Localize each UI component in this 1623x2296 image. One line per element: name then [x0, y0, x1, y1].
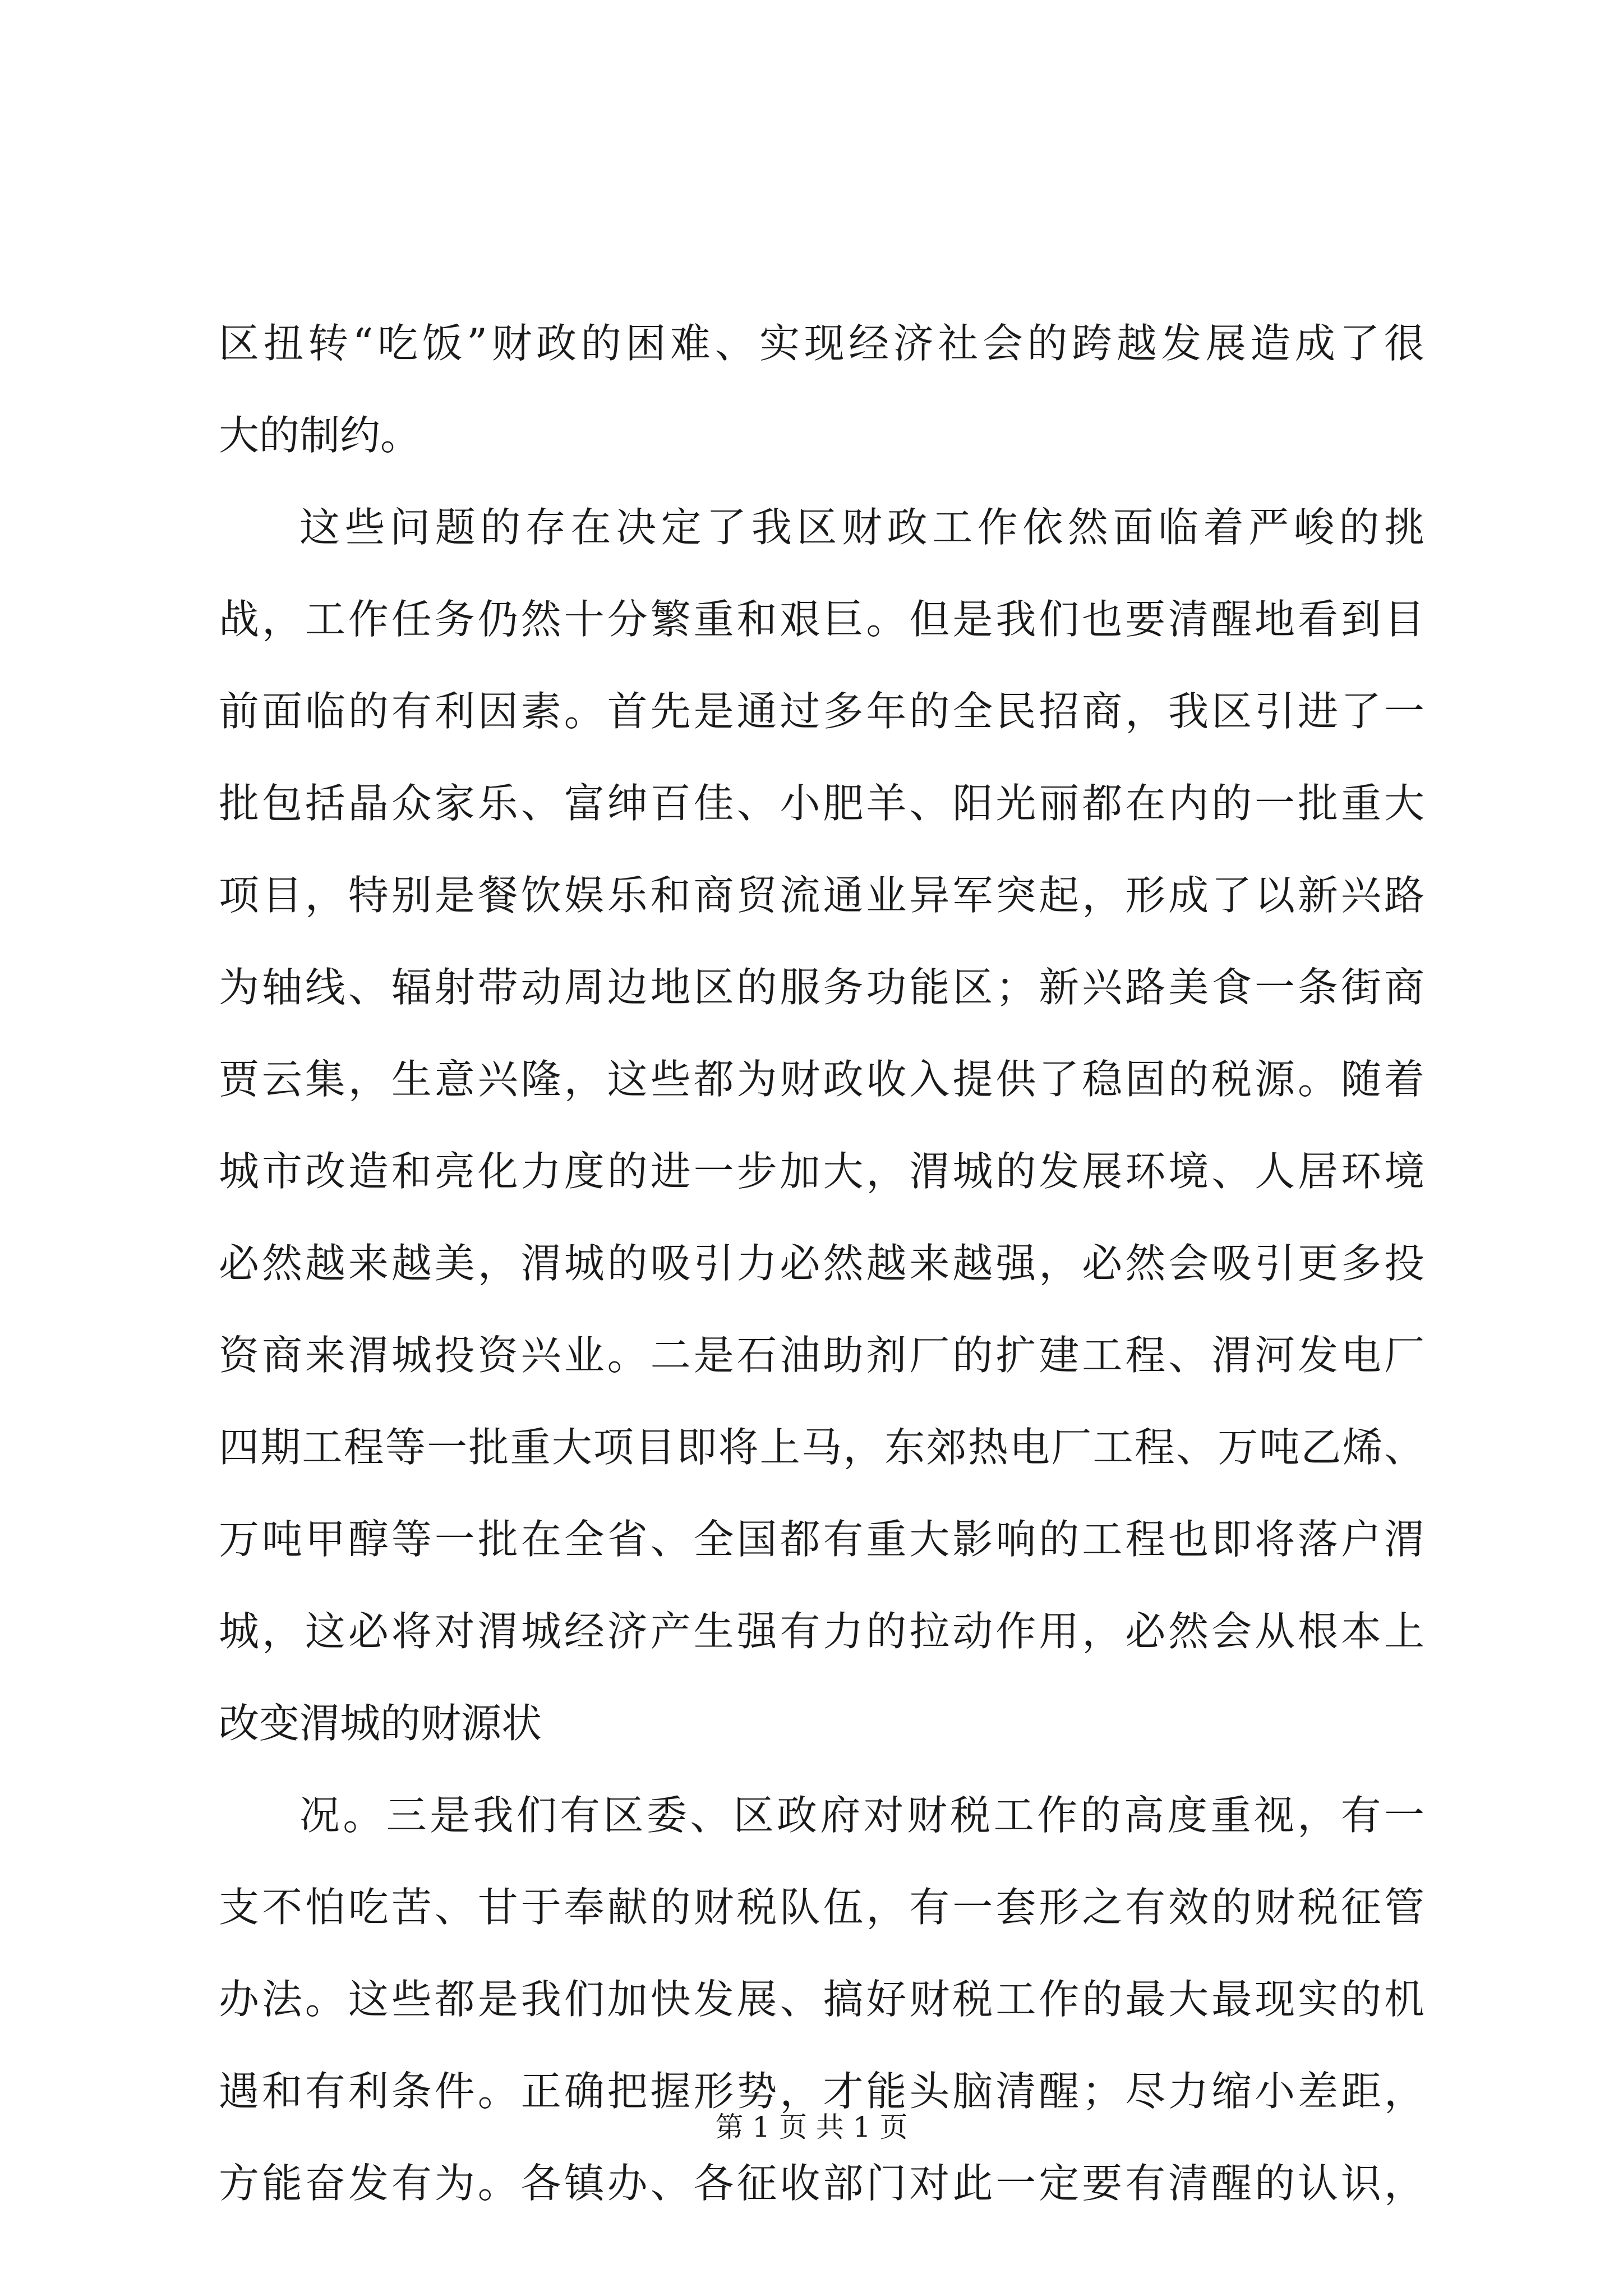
text-line: 资商来渭城投资兴业。二是石油助剂厂的扩建工程、渭河发电厂	[219, 1332, 1424, 1379]
text-line: 改变渭城的财源状	[219, 1700, 542, 1747]
text-line: 城市改造和亮化力度的进一步加大，渭城的发展环境、人居环境	[219, 1148, 1424, 1195]
text-line: 支不怕吃苦、甘于奉献的财税队伍，有一套形之有效的财税征管	[219, 1884, 1424, 1931]
page-footer: 第 1 页 共 1 页	[715, 2111, 908, 2143]
text-line: 项目，特别是餐饮娱乐和商贸流通业异军突起，形成了以新兴路	[219, 872, 1424, 919]
text-line: 四期工程等一批重大项目即将上马，东郊热电厂工程、万吨乙烯、	[219, 1424, 1424, 1471]
text-line: 批包括晶众家乐、富绅百佳、小肥羊、阳光丽都在内的一批重大	[219, 780, 1424, 827]
document-body	[219, 297, 1424, 2229]
text-line: 况。三是我们有区委、区政府对财税工作的高度重视，有一	[299, 1792, 1424, 1839]
text-line: 战，工作任务仍然十分繁重和艰巨。但是我们也要清醒地看到目	[219, 596, 1424, 643]
text-line: 方能奋发有为。各镇办、各征收部门对此一定要有清醒的认识，	[219, 2160, 1424, 2207]
text-line: 这些问题的存在决定了我区财政工作依然面临着严峻的挑	[299, 504, 1424, 551]
text-line: 前面临的有利因素。首先是通过多年的全民招商，我区引进了一	[219, 688, 1424, 735]
text-line: 办法。这些都是我们加快发展、搞好财税工作的最大最现实的机	[219, 1976, 1424, 2023]
text-line: 城，这必将对渭城经济产生强有力的拉动作用，必然会从根本上	[219, 1608, 1424, 1655]
text-line: 为轴线、辐射带动周边地区的服务功能区；新兴路美食一条街商	[219, 964, 1424, 1011]
text-line: 遇和有利条件。正确把握形势，才能头脑清醒；尽力缩小差距，	[219, 2068, 1424, 2115]
text-line: 大的制约。	[219, 412, 421, 459]
text-line: 必然越来越美，渭城的吸引力必然越来越强，必然会吸引更多投	[219, 1240, 1424, 1287]
text-line: 万吨甲醇等一批在全省、全国都有重大影响的工程也即将落户渭	[219, 1516, 1424, 1563]
text-line: 贾云集，生意兴隆，这些都为财政收入提供了稳固的税源。随着	[219, 1056, 1424, 1103]
text-line: 区扭转“吃饭”财政的困难、实现经济社会的跨越发展造成了很	[219, 320, 1424, 367]
